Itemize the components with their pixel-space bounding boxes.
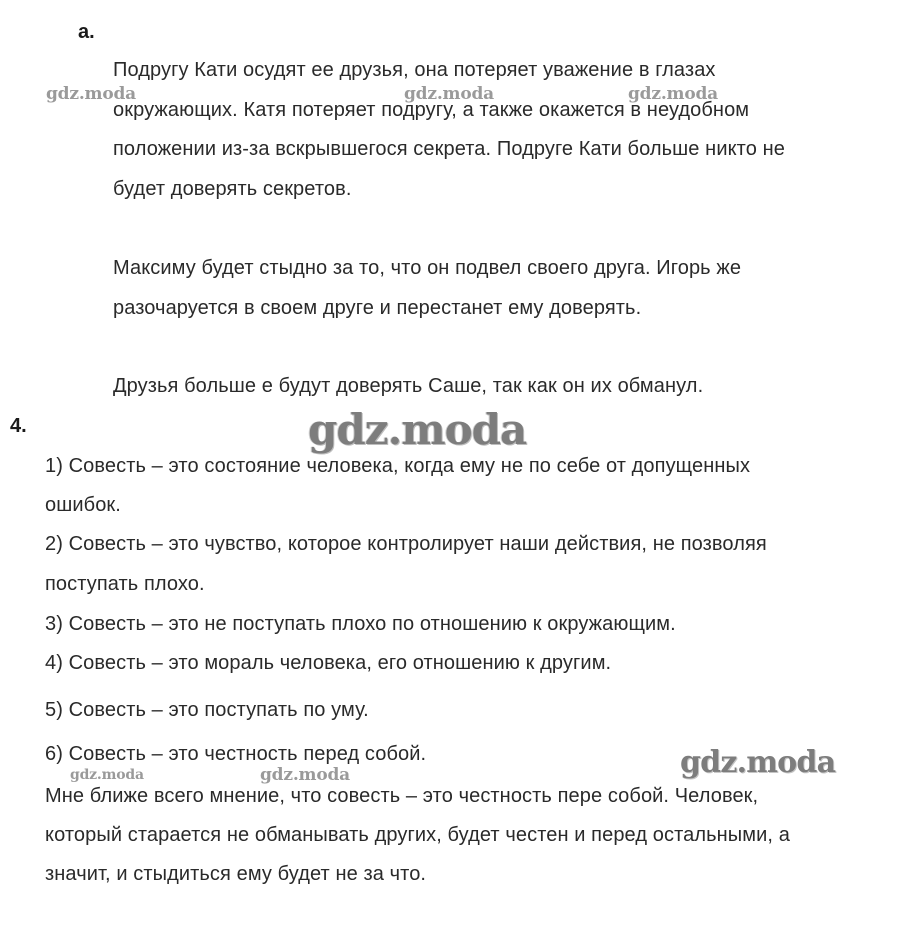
watermark-logo: gdz.moda <box>46 84 136 104</box>
watermark-logo: gdz.moda <box>628 84 718 104</box>
text-line: положении из-за вскрывшегося секрета. Подруге Кати больше никто не <box>113 138 785 160</box>
definition-item-1: 1) Совесть – это состояние человека, когда ему не по себе от допущенных <box>45 455 751 477</box>
text-line: который старается не обманывать других, будет честен и перед остальными, а <box>45 824 790 846</box>
definition-item-1-cont: ошибок. <box>45 494 121 516</box>
watermark-logo-large: gdz.moda <box>308 405 527 454</box>
watermark-logo: gdz.moda <box>404 84 494 104</box>
text-line: разочаруется в своем друге и перестанет ему доверять. <box>113 297 642 319</box>
watermark-logo: gdz.moda <box>70 767 144 783</box>
section-a-label: а. <box>78 21 95 43</box>
definition-item-2-cont: поступать плохо. <box>45 573 205 595</box>
text-line: окружающих. Катя потеряет подругу, а также окажется в неудобном <box>113 99 750 121</box>
watermark-logo: gdz.moda <box>260 765 350 785</box>
section-4-label: 4. <box>10 415 27 437</box>
text-line: Друзья больше е будут доверять Саше, так как он их обманул. <box>113 375 704 397</box>
definition-item-6: 6) Совесть – это честность перед собой. <box>45 743 427 765</box>
definition-item-4: 4) Совесть – это мораль человека, его отношению к другим. <box>45 652 612 674</box>
definition-item-5: 5) Совесть – это поступать по уму. <box>45 699 369 721</box>
definition-item-2: 2) Совесть – это чувство, которое контролирует наши действия, не позволяя <box>45 533 767 555</box>
text-line: Максиму будет стыдно за то, что он подвел своего друга. Игорь же <box>113 257 742 279</box>
definition-item-3: 3) Совесть – это не поступать плохо по отношению к окружающим. <box>45 613 676 635</box>
text-line: Мне ближе всего мнение, что совесть – это честность пере собой. Человек, <box>45 785 759 807</box>
text-line: значит, и стыдиться ему будет не за что. <box>45 863 427 885</box>
text-line: Подругу Кати осудят ее друзья, она потеряет уважение в глазах <box>113 59 716 81</box>
watermark-logo-medium: gdz.moda <box>680 745 836 780</box>
text-line: будет доверять секретов. <box>113 178 352 200</box>
